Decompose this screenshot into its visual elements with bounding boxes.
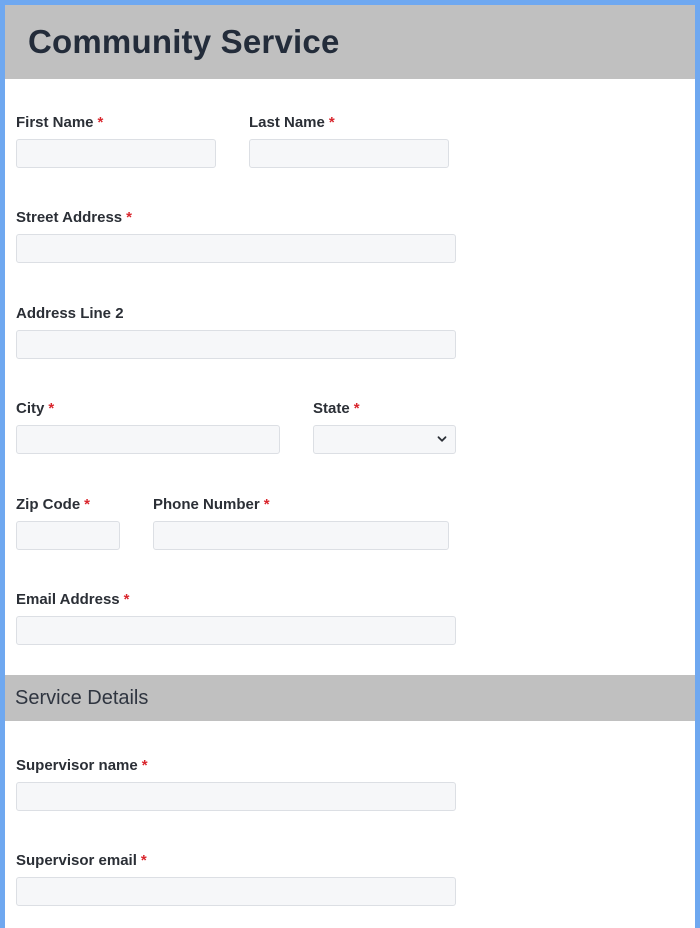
form-header — [5, 5, 695, 79]
required-asterisk: * — [48, 400, 55, 417]
email-address-field — [16, 590, 456, 610]
form-frame — [5, 5, 695, 928]
last-name-input[interactable] — [249, 139, 449, 168]
zip-code-field — [16, 495, 120, 515]
required-asterisk: * — [84, 496, 91, 513]
required-asterisk: * — [263, 496, 270, 513]
first-name-field — [16, 113, 216, 133]
required-asterisk: * — [97, 114, 104, 131]
state-label: State * — [313, 400, 360, 417]
supervisor-name-field — [16, 756, 456, 776]
supervisor-name-input[interactable] — [16, 782, 456, 811]
phone-number-field — [153, 495, 449, 515]
street-address-label: Street Address * — [16, 209, 132, 226]
zip-code-label: Zip Code * — [16, 496, 91, 513]
address-line-2-field — [16, 304, 456, 324]
supervisor-email-label: Supervisor email * — [16, 852, 147, 869]
email-address-label: Email Address * — [16, 591, 130, 608]
last-name-field — [249, 113, 449, 133]
required-asterisk: * — [141, 757, 148, 774]
service-details-section-header — [5, 675, 695, 721]
supervisor-email-input[interactable] — [16, 877, 456, 906]
chevron-down-icon — [436, 433, 448, 445]
form-title: Community Service — [28, 23, 340, 60]
phone-number-label: Phone Number * — [153, 496, 270, 513]
required-asterisk: * — [353, 400, 360, 417]
street-address-input[interactable] — [16, 234, 456, 263]
supervisor-name-label: Supervisor name * — [16, 757, 148, 774]
first-name-label: First Name * — [16, 114, 104, 131]
phone-number-input[interactable] — [153, 521, 449, 550]
city-field — [16, 399, 280, 419]
first-name-input[interactable] — [16, 139, 216, 168]
required-asterisk: * — [328, 114, 335, 131]
last-name-label: Last Name * — [249, 114, 335, 131]
state-select[interactable] — [313, 425, 456, 454]
email-address-input[interactable] — [16, 616, 456, 645]
required-asterisk: * — [126, 209, 132, 226]
required-asterisk: * — [140, 852, 147, 869]
required-asterisk: * — [123, 591, 130, 608]
supervisor-email-field — [16, 851, 456, 871]
state-field — [313, 399, 456, 419]
address-line-2-label: Address Line 2 — [16, 305, 124, 322]
city-input[interactable] — [16, 425, 280, 454]
address-line-2-input[interactable] — [16, 330, 456, 359]
section-title: Service Details — [15, 686, 149, 709]
city-label: City * — [16, 400, 55, 417]
zip-code-input[interactable] — [16, 521, 120, 550]
street-address-field — [16, 208, 456, 228]
